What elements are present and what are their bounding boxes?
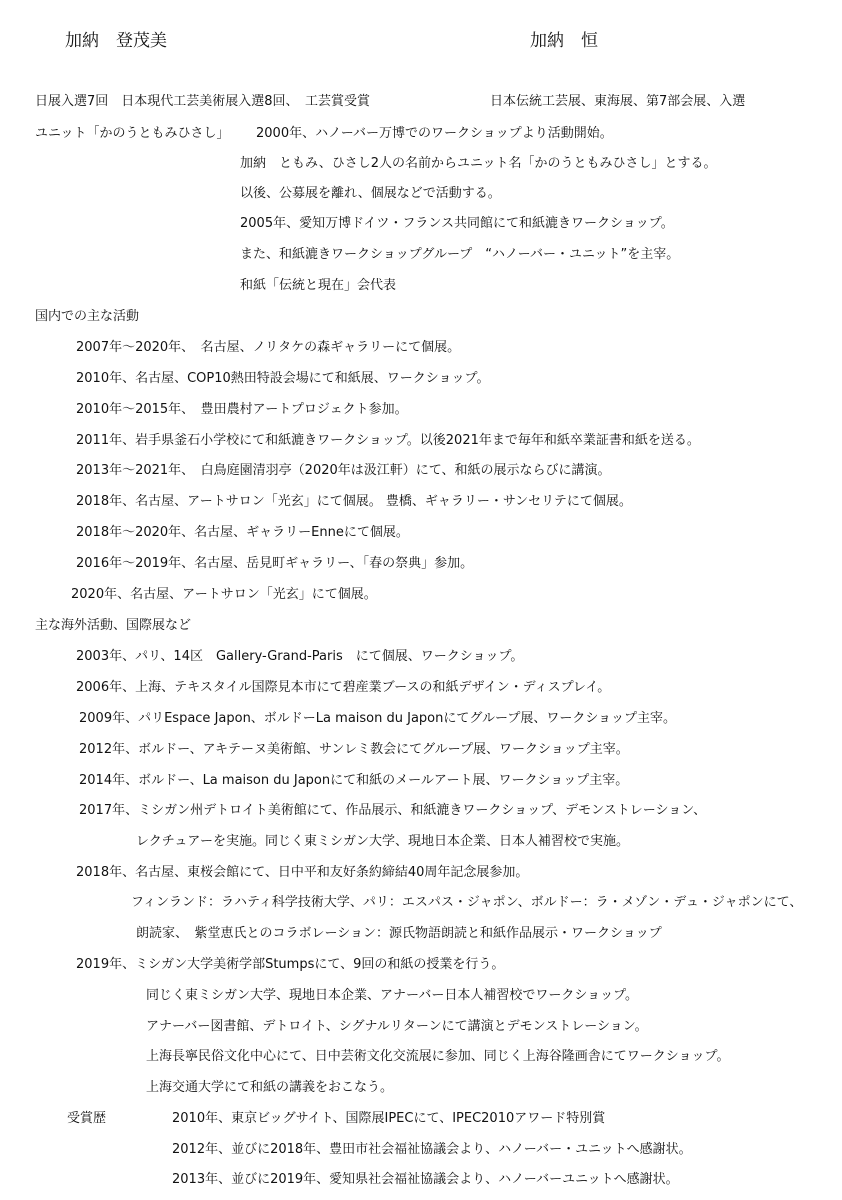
overseas-item-continued: 朗読家、 紫堂恵氏とのコラボレーション：源氏物語朗読と和紙作品展示・ワークショップ [136, 926, 662, 941]
domestic-item: 2016年～2019年、名古屋、岳見町ギャラリー、「春の祭典」参加。 [76, 556, 474, 571]
overseas-item-continued: レクチュアーを実施。同じく東ミシガン大学、現地日本企業、日本人補習校で実施。 [136, 834, 629, 849]
overseas-item: 2012年、ボルドー、アキテーヌ美術館、サンレミ教会にてグループ展、ワークショップ主宰。 [79, 742, 629, 757]
overseas-item: 2014年、ボルドー、La maison du Japonにて和紙のメールアート展、ワークショップ主宰。 [79, 773, 629, 788]
domestic-item: 2010年～2015年、 豊田農村アートプロジェクト参加。 [76, 402, 408, 417]
domestic-item: 2011年、岩手県釜石小学校にて和紙漉きワークショップ。以後2021年まで毎年和紙卒業証書和紙を送る。 [76, 433, 700, 448]
award-item: 2012年、並びに2018年、豊田市社会福祉協議会より、ハノーバー・ユニットへ感謝状。 [172, 1142, 692, 1157]
overseas-item-continued: アナーバー図書館、デトロイト、シグナルリターンにて講演とデモンストレーション。 [146, 1019, 648, 1034]
overseas-item: 2018年、名古屋、東桜会館にて、日中平和友好条約締結40周年記念展参加。 [76, 865, 529, 880]
section-heading-overseas: 主な海外活動、国際展など [35, 618, 192, 633]
unit-line: 2000年、ハノーバー万博でのワークショップより活動開始。 [256, 126, 613, 141]
overseas-item: 2019年、ミシガン大学美術学部Stumpsにて、9回の和紙の授業を行う。 [76, 957, 505, 972]
overseas-item-continued: 上海交通大学にて和紙の講義をおこなう。 [146, 1080, 394, 1095]
awards-tomomi: 日展入選7回 日本現代工芸美術展入選8回、 工芸賞受賞 [35, 94, 371, 109]
unit-line: 和紙「伝統と現在」会代表 [240, 278, 397, 293]
overseas-item: 2006年、上海、テキスタイル国際見本市にて碧産業ブースの和紙デザイン・ディスプレイ。 [76, 680, 611, 695]
overseas-item: 2009年、パリEspace Japon、ボルドーLa maison du Japonにてグループ展、ワークショップ主宰。 [79, 711, 677, 726]
award-item: 2010年、東京ビッグサイト、国際展IPECにて、IPEC2010アワード特別賞 [172, 1111, 606, 1126]
award-item: 2013年、並びに2019年、愛知県社会福祉協議会より、ハノーバーユニットへ感謝状。 [172, 1172, 679, 1187]
artist-name-tomomi: 加納 登茂美 [65, 31, 167, 51]
unit-line: 以後、公募展を離れ、個展などで活動する。 [240, 186, 501, 201]
domestic-item: 2013年～2021年、 白鳥庭園清羽亭（2020年は汲江軒）にて、和紙の展示ならびに講演。 [76, 463, 611, 478]
unit-line: 加納 ともみ、ひさし2人の名前からユニット名「かのうともみひさし」とする。 [240, 156, 717, 171]
unit-line: 2005年、愛知万博ドイツ・フランス共同館にて和紙漉きワークショップ。 [240, 216, 674, 231]
domestic-item: 2010年、名古屋、COP10熱田特設会場にて和紙展、ワークショップ。 [76, 371, 490, 386]
overseas-item-continued: 同じく東ミシガン大学、現地日本企業、アナーバー日本人補習校でワークショップ。 [146, 988, 639, 1003]
overseas-item: 2003年、パリ、14区 Gallery-Grand-Paris にて個展、ワークショップ。 [76, 649, 524, 664]
artist-name-hisashi: 加納 恒 [530, 31, 598, 51]
domestic-item: 2018年～2020年、名古屋、ギャラリーEnneにて個展。 [76, 525, 409, 540]
unit-label: ユニット「かのうともみひさし」 [35, 126, 230, 141]
domestic-item: 2020年、名古屋、アートサロン「光玄」にて個展。 [71, 587, 377, 602]
section-heading-domestic: 国内での主な活動 [35, 309, 140, 324]
overseas-item: 2017年、ミシガン州デトロイト美術館にて、作品展示、和紙漉きワークショップ、デモンストレーション、 [79, 803, 707, 818]
section-heading-awards: 受賞歴 [67, 1111, 107, 1126]
awards-hisashi: 日本伝統工芸展、東海展、第7部会展、入選 [490, 94, 746, 109]
overseas-item-continued: フィンランド：ラハティ科学技術大学、パリ：エスパス・ジャポン、ボルドー：ラ・メゾン・デュ・ジャポンにて、 [131, 895, 803, 910]
unit-line: また、和紙漉きワークショップグループ “ハノーバー・ユニット”を主宰。 [240, 247, 680, 262]
domestic-item: 2007年～2020年、 名古屋、ノリタケの森ギャラリーにて個展。 [76, 340, 461, 355]
domestic-item: 2018年、名古屋、アートサロン「光玄」にて個展。 豊橋、ギャラリー・サンセリテにて個展。 [76, 494, 632, 509]
overseas-item-continued: 上海長寧民俗文化中心にて、日中芸術文化交流展に参加、同じく上海谷隆画舎にてワークショップ。 [146, 1049, 730, 1064]
